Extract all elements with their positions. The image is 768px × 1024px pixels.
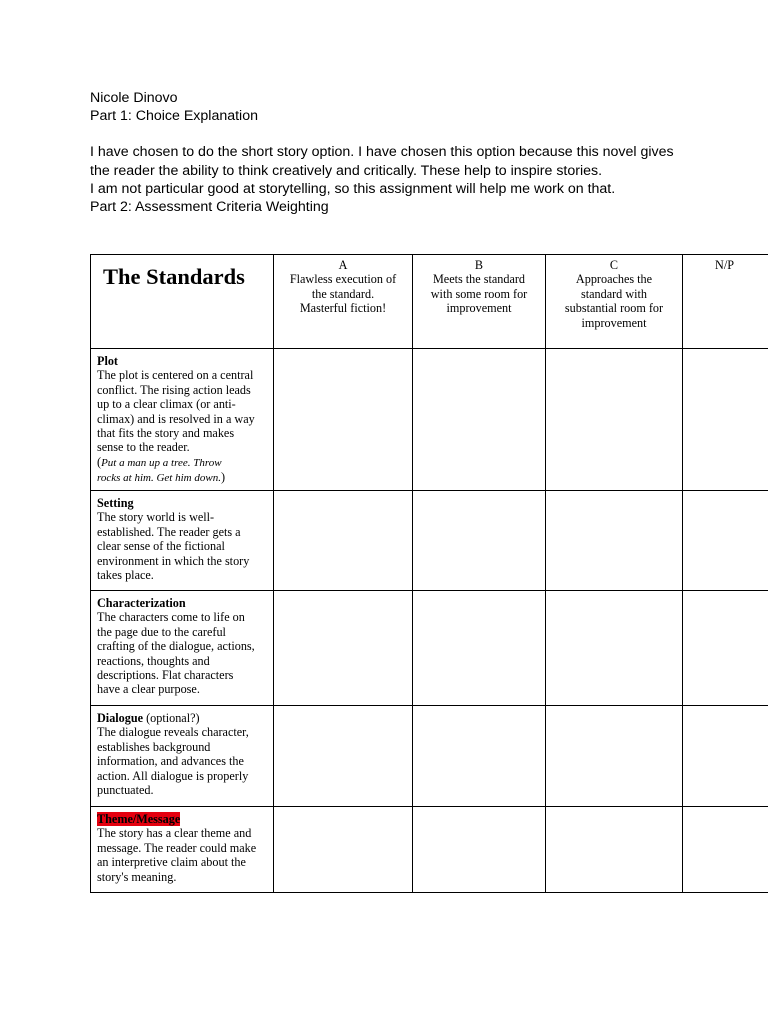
standard-characterization	[91, 591, 274, 706]
score-cell-a[interactable]	[274, 491, 413, 591]
level-description-line: Flawless execution of	[289, 272, 397, 287]
score-cell-a[interactable]	[274, 349, 413, 491]
standard-line: message. The reader could make	[97, 840, 257, 855]
example-open-paren: (	[97, 454, 102, 469]
level-description-line: improvement	[581, 315, 647, 330]
level-b-header	[413, 255, 546, 349]
level-description-line: with some room for	[430, 286, 528, 301]
standard-name: Plot	[97, 354, 118, 368]
level-description-line: standard with	[580, 286, 647, 301]
score-cell-b[interactable]	[413, 706, 546, 807]
standard-line: environment in which the story	[97, 553, 250, 568]
score-cell-c[interactable]	[546, 591, 683, 706]
standard-line: have a clear purpose.	[97, 682, 200, 697]
standard-note: (optional?)	[143, 711, 200, 725]
paragraph-line: I am not particular good at storytelling, so this assignment will help me work on that.	[90, 180, 616, 197]
score-cell-a[interactable]	[274, 807, 413, 893]
standard-line: action. All dialogue is properly	[97, 768, 249, 783]
score-cell-b[interactable]	[413, 491, 546, 591]
standard-line: The dialogue reveals character,	[97, 725, 249, 740]
score-cell-c[interactable]	[546, 349, 683, 491]
level-c-header	[546, 255, 683, 349]
plot-example	[97, 455, 269, 470]
document-intro	[90, 89, 730, 216]
example-line: Put a man up a tree. Throw	[101, 456, 222, 469]
score-cell-np[interactable]	[683, 491, 768, 591]
standard-line: established. The reader gets a	[97, 524, 241, 539]
standard-line: story's meaning.	[97, 869, 177, 884]
standard-line: an interpretive claim about the	[97, 855, 246, 870]
score-cell-np[interactable]	[683, 591, 768, 706]
table-row-plot	[91, 349, 768, 491]
standard-heading	[97, 711, 269, 725]
standard-line: The plot is centered on a central	[97, 368, 254, 383]
np-header: N/P	[683, 255, 768, 349]
standard-name: Setting	[97, 496, 134, 510]
example-line: rocks at him. Get him down.	[97, 472, 221, 485]
standards-rubric-table	[90, 254, 768, 893]
standard-line: up to a clear climax (or anti-	[97, 397, 236, 412]
standard-line: crafting of the dialogue, actions,	[97, 639, 255, 654]
score-cell-c[interactable]	[546, 807, 683, 893]
part1-heading: Part 1: Choice Explanation	[90, 108, 258, 125]
standard-line: establishes background	[97, 739, 211, 754]
paragraph-line: I have chosen to do the short story option. I have chosen this option because this novel gives	[90, 144, 674, 161]
level-description-line: Masterful fiction!	[299, 301, 387, 316]
standard-heading	[97, 812, 269, 826]
standard-theme	[91, 807, 274, 893]
standard-line: reactions, thoughts and	[97, 653, 210, 668]
standard-line: The characters come to life on	[97, 610, 245, 625]
paragraph-line: the reader the ability to think creatively and critically. These help to inspire stories.	[90, 162, 603, 179]
score-cell-c[interactable]	[546, 491, 683, 591]
plot-example-cont	[97, 470, 269, 485]
level-description-line: substantial room for	[564, 301, 664, 316]
standard-line: climax) and is resolved in a way	[97, 411, 255, 426]
table-row-setting	[91, 491, 768, 591]
score-cell-a[interactable]	[274, 591, 413, 706]
score-cell-np[interactable]	[683, 706, 768, 807]
standard-line: sense to the reader.	[97, 440, 190, 455]
level-grade: A	[338, 258, 348, 272]
standard-name-highlighted: Theme/Message	[97, 812, 181, 826]
score-cell-np[interactable]	[683, 807, 768, 893]
level-grade: B	[474, 258, 484, 272]
score-cell-b[interactable]	[413, 349, 546, 491]
rubric-title: The Standards	[91, 255, 274, 349]
standard-line: the page due to the careful	[97, 624, 226, 639]
part2-heading: Part 2: Assessment Criteria Weighting	[90, 199, 329, 216]
standard-line: takes place.	[97, 568, 154, 583]
spacer	[90, 125, 730, 143]
standard-name: Dialogue	[97, 711, 144, 725]
standard-line: descriptions. Flat characters	[97, 668, 234, 683]
standard-dialogue	[91, 706, 274, 807]
standard-line: information, and advances the	[97, 754, 244, 769]
standard-line: The story world is well-	[97, 510, 215, 525]
level-description-line: Meets the standard	[432, 272, 526, 287]
level-description-line: improvement	[446, 301, 512, 316]
score-cell-np[interactable]	[683, 349, 768, 491]
standard-name: Characterization	[97, 596, 186, 610]
author-name: Nicole Dinovo	[90, 90, 178, 106]
standard-line: punctuated.	[97, 783, 154, 798]
level-grade: C	[609, 258, 619, 272]
standard-line: clear sense of the fictional	[97, 539, 225, 554]
score-cell-a[interactable]	[274, 706, 413, 807]
standard-setting	[91, 491, 274, 591]
level-description-line: Approaches the	[575, 272, 653, 287]
standard-plot	[91, 349, 274, 491]
standard-line: that fits the story and makes	[97, 426, 235, 441]
score-cell-c[interactable]	[546, 706, 683, 807]
score-cell-b[interactable]	[413, 807, 546, 893]
standard-line: conflict. The rising action leads	[97, 382, 251, 397]
level-a-header	[274, 255, 413, 349]
score-cell-b[interactable]	[413, 591, 546, 706]
table-row-theme	[91, 807, 768, 893]
example-close-paren: )	[220, 470, 226, 485]
table-row-dialogue	[91, 706, 768, 807]
table-row-characterization	[91, 591, 768, 706]
standard-line: The story has a clear theme and	[97, 826, 252, 841]
level-description-line: the standard.	[311, 286, 375, 301]
table-header-row	[91, 255, 768, 349]
